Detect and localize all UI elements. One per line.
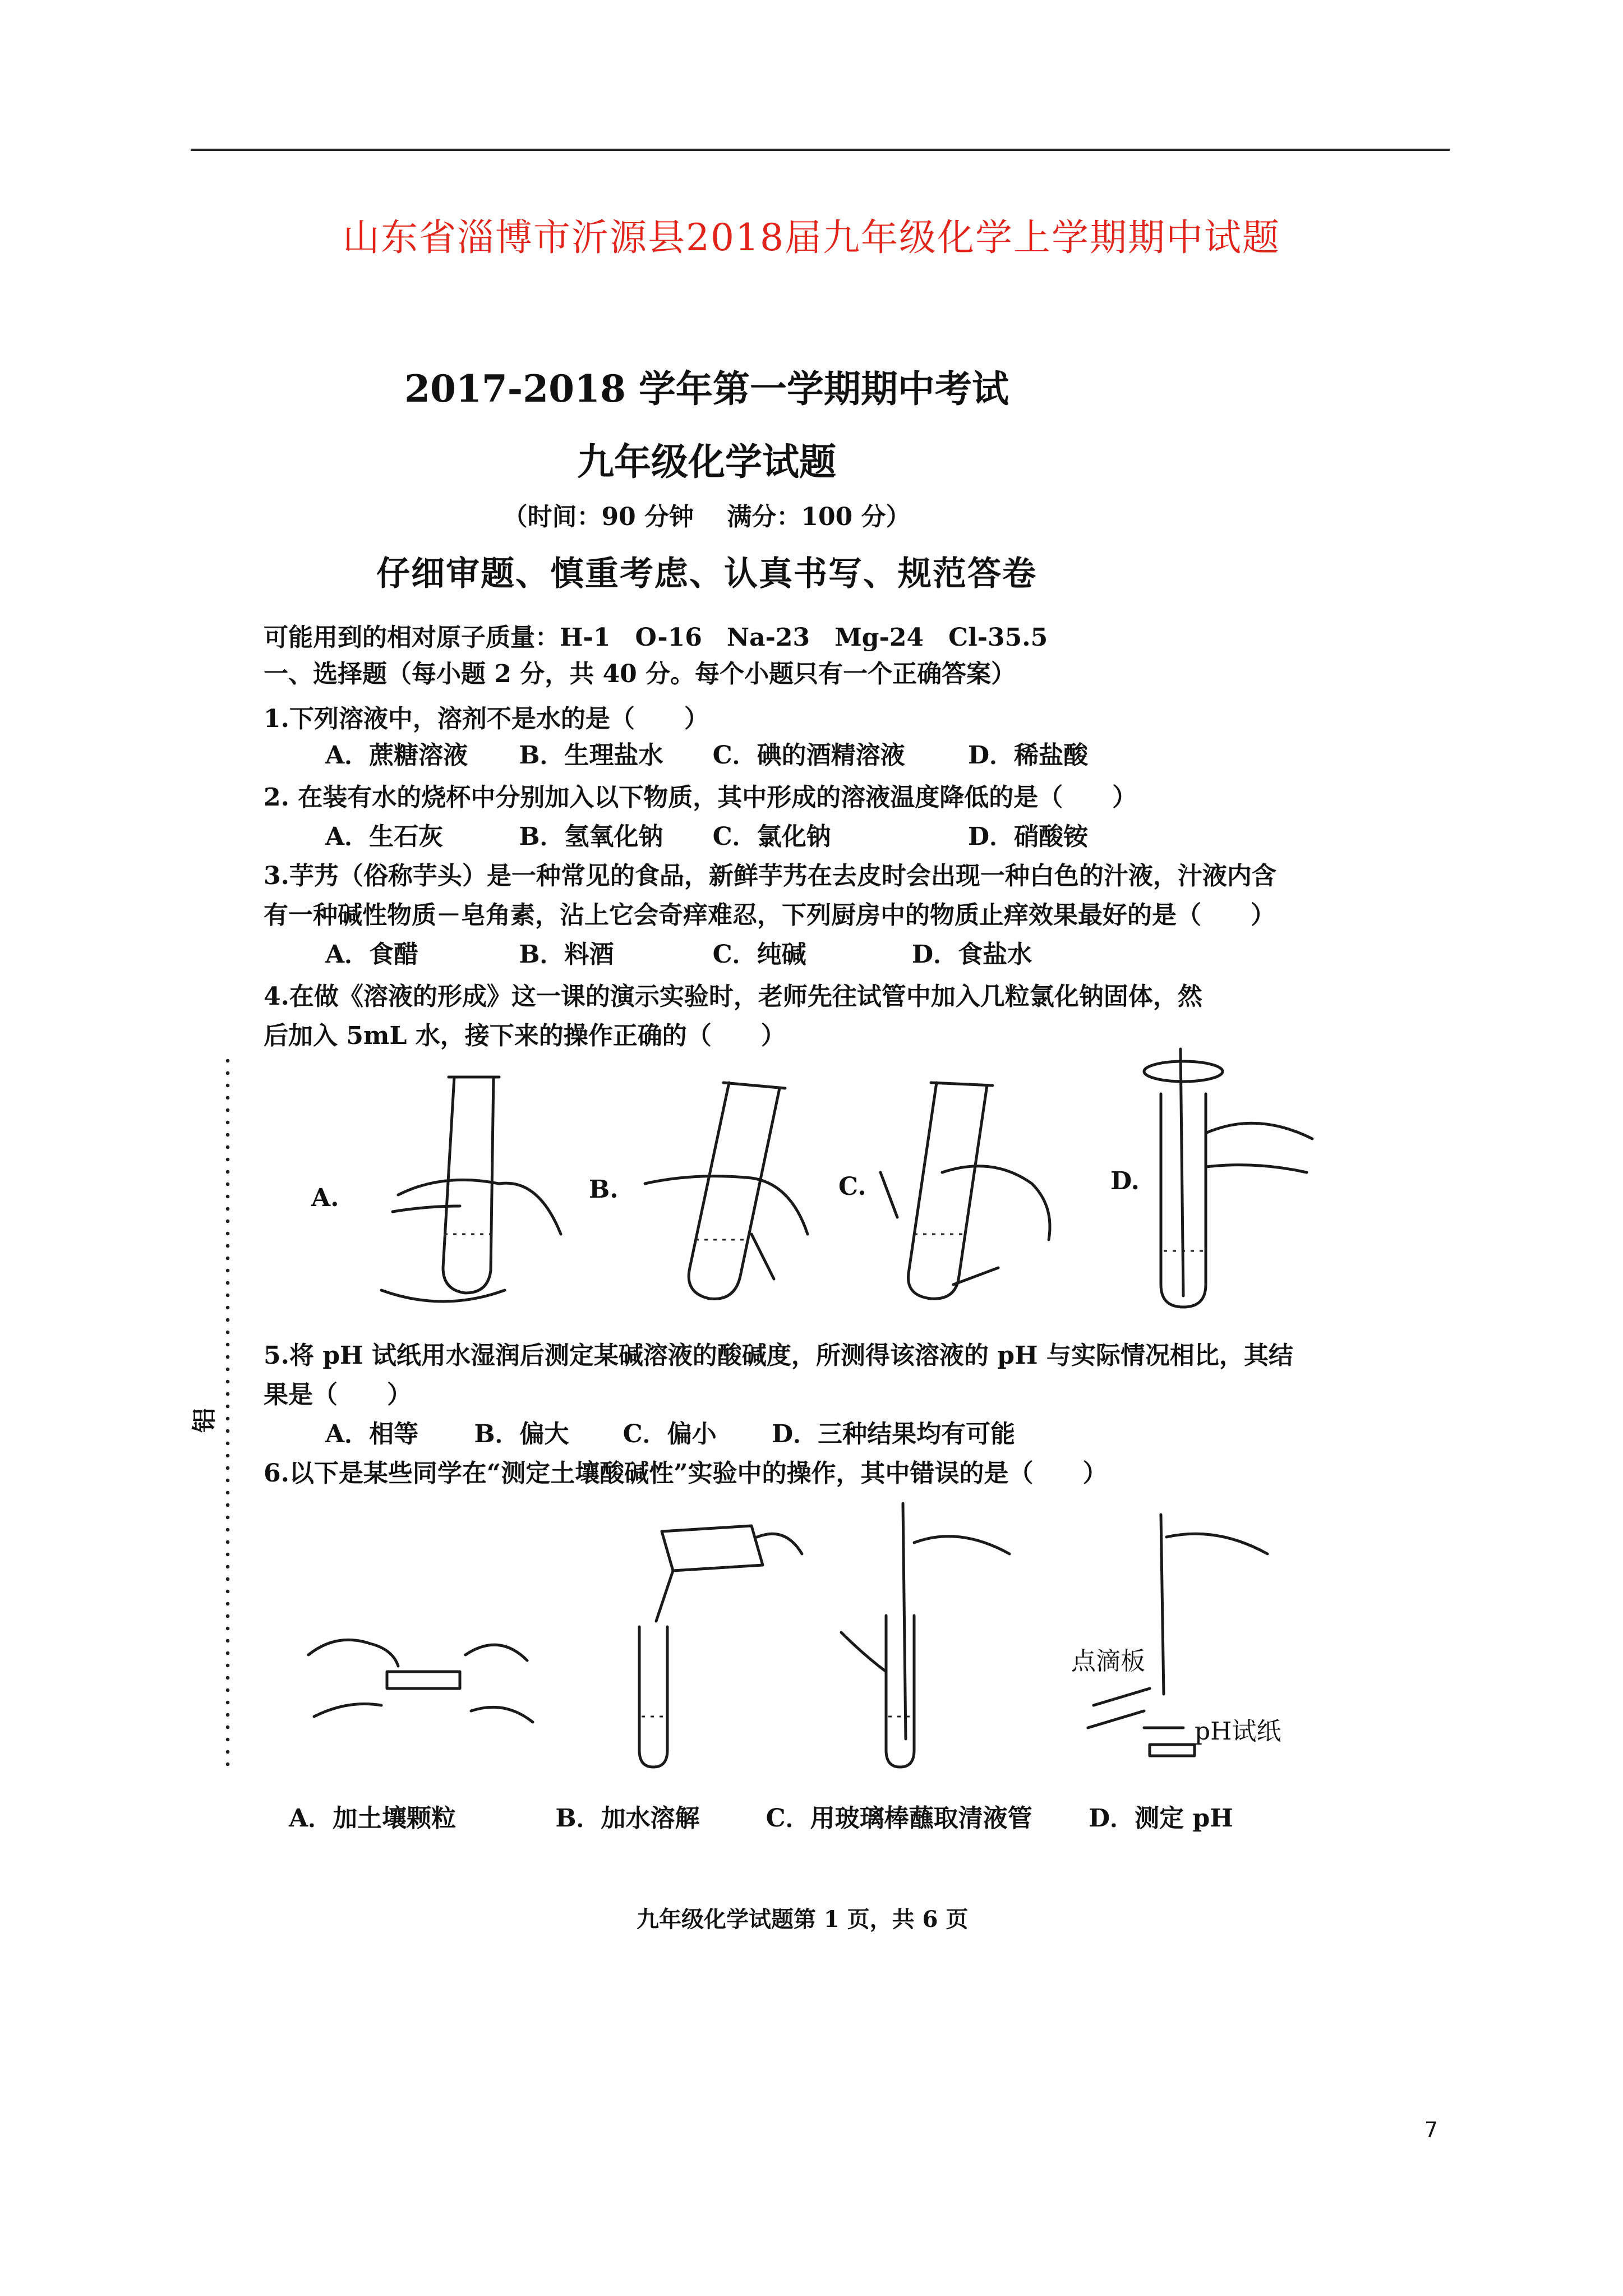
top-rule [191, 149, 1450, 151]
page-number: 7 [1424, 2118, 1438, 2142]
option: D．稀盐酸 [967, 741, 1089, 770]
question-3-text-line-2: 有一种碱性物质－皂角素，沾上它会奇痒难忍，下列厨房中的物质止痒效果最好的是（ ） [264, 901, 1275, 930]
option: A．食醋 [325, 940, 419, 969]
exam-subject: 九年级化学试题 [577, 440, 836, 484]
option: A．相等 [325, 1420, 419, 1448]
test-tube-figure-c [875, 1071, 1066, 1313]
atomic-masses: 可能用到的相对原子质量：H-1 O-16 Na-23 Mg-24 Cl-35.5 [264, 623, 1048, 652]
option: C．偏小 [623, 1420, 717, 1448]
document-title: 山东省淄博市沂源县2018届九年级化学上学期期中试题 [343, 216, 1280, 259]
question-2-options [325, 816, 1088, 852]
option: B．料酒 [519, 940, 614, 969]
question-6-text: 6.以下是某些同学在“测定土壤酸碱性”实验中的操作，其中错误的是（ ） [264, 1459, 1108, 1488]
question-5-options [325, 1414, 1015, 1450]
binding-dotted-line [225, 1055, 230, 1773]
ph-paper-label: pH试纸 [1195, 1717, 1281, 1746]
option: C．氯化钠 [712, 822, 831, 851]
soil-figure-b [606, 1503, 808, 1767]
page-footer: 九年级化学试题第 1 页，共 6 页 [637, 1906, 969, 1932]
soil-figure-c [830, 1503, 1032, 1767]
option: B．加水溶解 [555, 1804, 700, 1833]
figure-label-d: D. [1110, 1167, 1140, 1195]
soil-figure-a [303, 1621, 538, 1745]
figure-label-c: C. [838, 1172, 866, 1201]
spot-plate-label: 点滴板 [1071, 1647, 1145, 1676]
margin-mark: 铝 [190, 1408, 219, 1433]
question-5-text-line-1: 5.将 pH 试纸用水湿润后测定某碱溶液的酸碱度，所测得该溶液的 pH 与实际情况相比，其结 [264, 1341, 1293, 1370]
figure-label-b: B. [589, 1175, 619, 1204]
question-2-text: 2. 在装有水的烧杯中分别加入以下物质，其中形成的溶液温度降低的是（ ） [264, 783, 1137, 812]
question-1-text: 1.下列溶液中，溶剂不是水的是（ ） [264, 705, 709, 733]
question-3-options [325, 934, 1032, 970]
option: B．生理盐水 [519, 741, 663, 770]
exam-slogan: 仔细审题、慎重考虑、认真书写、规范答卷 [376, 554, 1037, 593]
option: D．测定 pH [1088, 1804, 1233, 1833]
question-4-text-line-2: 后加入 5mL 水，接下来的操作正确的（ ） [264, 1022, 786, 1050]
option: D．食盐水 [911, 940, 1032, 969]
option: C．用玻璃棒蘸取清液管 [766, 1804, 1032, 1833]
question-3-text-line-1: 3.芋艿（俗称芋头）是一种常见的食品，新鲜芋艿在去皮时会出现一种白色的汁液，汁液内含 [264, 862, 1276, 890]
section-heading: 一、选择题（每小题 2 分，共 40 分。每个小题只有一个正确答案） [264, 660, 1016, 688]
option: D．硝酸铵 [967, 822, 1089, 851]
option: D．三种结果均有可能 [771, 1420, 1016, 1448]
exam-time-info: （时间：90 分钟 满分：100 分） [502, 503, 911, 531]
option: C．碘的酒精溶液 [712, 741, 905, 770]
figure-label-a: A. [311, 1184, 339, 1212]
option: A．蔗糖溶液 [325, 741, 468, 770]
option: B．偏大 [474, 1420, 569, 1448]
test-tube-figure-a [359, 1066, 572, 1313]
question-4-text-line-1: 4.在做《溶液的形成》这一课的演示实验时，老师先往试管中加入几粒氯化钠固体，然 [264, 982, 1202, 1011]
test-tube-figure-b [623, 1071, 813, 1313]
question-6-options [289, 1798, 1233, 1834]
option: B．氢氧化钠 [519, 822, 663, 851]
question-1-options [325, 735, 1088, 771]
option: C．纯碱 [712, 940, 806, 969]
question-5-text-line-2: 果是（ ） [264, 1381, 412, 1409]
test-tube-figure-d [1133, 1038, 1318, 1313]
option: A．生石灰 [325, 822, 444, 851]
exam-heading: 2017-2018 学年第一学期期中考试 [404, 367, 1009, 411]
option: A．加土壤颗粒 [289, 1804, 457, 1833]
